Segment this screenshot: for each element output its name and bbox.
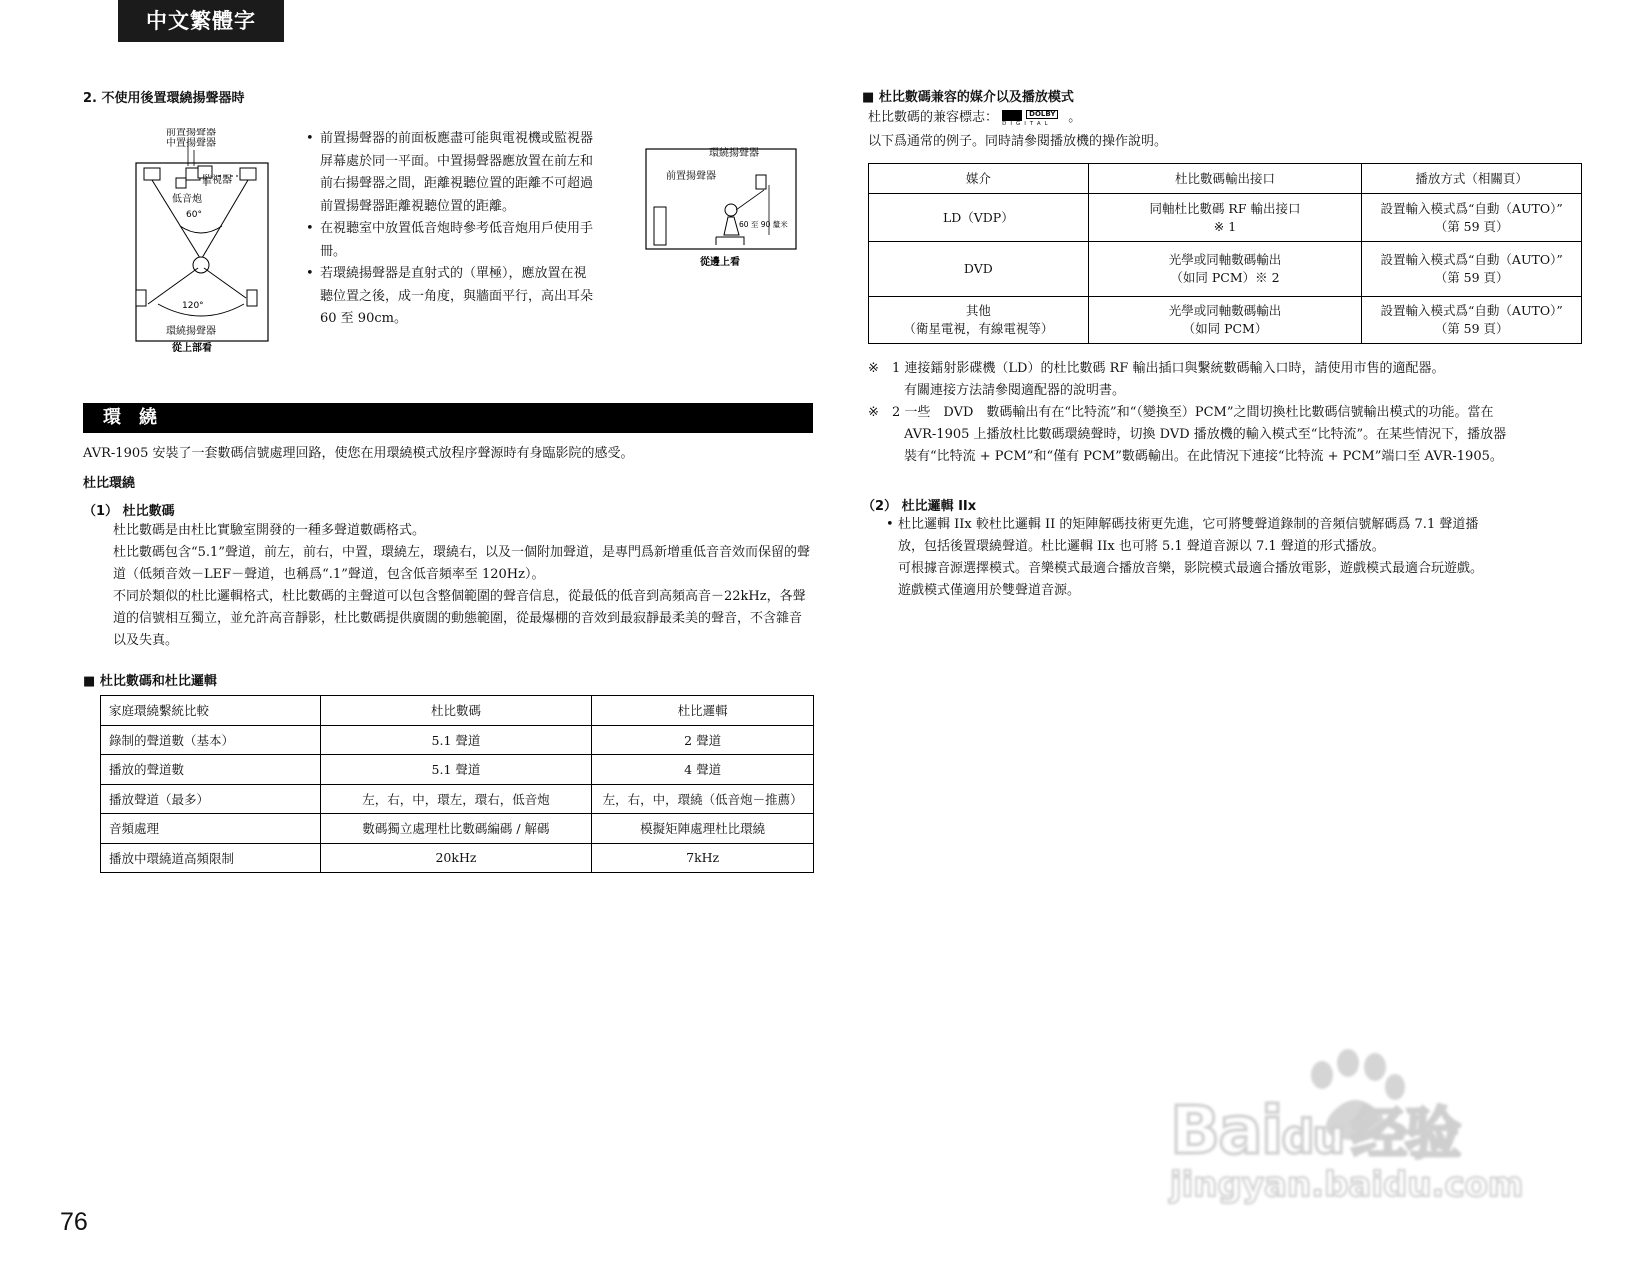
cell-line: DVD — [963, 261, 993, 276]
watermark-brand2: du — [1281, 1110, 1344, 1164]
bullet-item: • 前置揚聲器的前面板應盡可能與電視機或監視器屏幕處於同一平面。中置揚聲器應放置在前左和前右揚聲器之間，距離視聽位置的距離不可超過前置揚聲器距離視聽位置的距離。 — [306, 131, 594, 214]
dolby-surround-heading: 杜比環繞 — [83, 476, 136, 491]
table-cell: 杜比數碼 — [320, 696, 592, 726]
bullet-item: • 在視聽室中放置低音炮時參考低音炮用戶使用手冊。 — [306, 221, 594, 259]
bullet-item: • 若環繞揚聲器是直射式的（單極），應放置在視聽位置之後，成一角度，與牆面平行，高出耳朵 60 至 90cm。 — [306, 266, 594, 326]
speaker-side-view-diagram — [644, 145, 804, 285]
cell-line: 設置輸入模式爲“自動（AUTO）” — [1380, 303, 1563, 318]
note-mark: ※ — [868, 405, 879, 420]
table-cell: 4 聲道 — [592, 755, 814, 785]
section-title-bar — [83, 403, 813, 433]
bullet-text: 在視聽室中放置低音炮時參考低音炮用戶使用手冊。 — [320, 221, 594, 259]
cell-line: 其他 — [965, 303, 991, 318]
language-tab: 中文繁體字 — [118, 0, 284, 42]
table-cell — [1088, 242, 1362, 297]
paragraph: 杜比數碼是由杜比實驗室開發的一種多聲道數碼格式。 — [113, 523, 426, 538]
label-surround-speaker: 環繞揚聲器 — [709, 148, 759, 159]
cell-line: 光學或同軸數碼輸出 — [1168, 303, 1282, 318]
cell-line: （第 59 頁） — [1434, 270, 1509, 285]
label-60-degrees: 60° — [186, 210, 202, 220]
label-front-speaker: 前置揚聲器 — [666, 171, 716, 182]
pl2x-line: • 杜比邏輯 IIx 較杜比邏輯 II 的矩陣解碼技術更先進，它可將雙聲道錄制的音頻信號解碼爲 7.1 聲道播 — [886, 517, 1479, 532]
table-cell: 播放中環繞道高頻限制 — [101, 843, 321, 873]
label-120-degrees: 120° — [182, 301, 204, 311]
table-row — [101, 725, 814, 755]
label-surround-speaker: 環繞揚聲器 — [166, 326, 216, 337]
cell-line: 設置輸入模式爲“自動（AUTO）” — [1380, 200, 1563, 216]
comparison-table — [100, 695, 814, 873]
label-front-speaker: 前置揚聲器 — [166, 128, 216, 138]
table-cell: 5.1 聲道 — [320, 755, 592, 785]
label-height-range: 60 至 90 釐米 — [739, 220, 788, 229]
placement-bullets — [306, 128, 598, 331]
table-cell — [869, 297, 1089, 344]
baidu-watermark — [1170, 1035, 1570, 1210]
label-monitor: 監視器 — [202, 175, 232, 186]
compat-line — [868, 107, 1081, 129]
table-cell: 左，右，中，環左，環右，低音炮 — [320, 784, 592, 814]
dolby-digital-heading: （1） 杜比數碼 — [83, 504, 175, 519]
no-rear-speaker-heading: 2. 不使用後置環繞揚聲器時 — [83, 91, 245, 106]
note-line: AVR-1905 上播放杜比數碼環繞聲時，切換 DVD 播放機的輸入模式至“比特流”。在某些情況下，播放器 — [904, 427, 1507, 442]
compat-text: 杜比數碼的兼容標志： — [868, 110, 999, 125]
dolby-digital-description — [113, 520, 813, 652]
pl2x-line: 放，包括後置環繞聲道。杜比邏輯 IIx 也可將 5.1 聲道音源以 7.1 聲道的形式播放。 — [898, 539, 1385, 554]
cell-line: （如同 PCM） — [1182, 321, 1268, 336]
table-row — [101, 784, 814, 814]
table-row — [869, 194, 1582, 242]
table-cell: 2 聲道 — [592, 725, 814, 755]
table-cell — [1088, 297, 1362, 344]
table-cell: 錄制的聲道數（基本） — [101, 725, 321, 755]
paragraph: 杜比數碼包含“5.1”聲道，前左，前右，中置，環繞左，環繞右，以及一個附加聲道，是專門爲新增重低音音效而保留的聲道（低頻音效－LEF－聲道，也稱爲“.1”聲道，包含低音頻率至 120Hz）。 — [113, 545, 810, 582]
table-cell: 左，右，中，環繞（低音炮－推薦） — [592, 784, 814, 814]
note-item — [868, 358, 1584, 402]
dolby-double-d-icon — [1002, 110, 1022, 121]
table-cell — [869, 194, 1089, 242]
table-cell: 模擬矩陣處理杜比環繞 — [592, 814, 814, 844]
table-cell: 媒介 — [869, 164, 1089, 194]
table-row — [869, 297, 1582, 344]
line-text: 杜比邏輯 IIx 較杜比邏輯 II 的矩陣解碼技術更先進，它可將雙聲道錄制的音頻信號解碼爲 7.1 聲道播 — [898, 517, 1479, 532]
label-center-speaker: 中置揚聲器 — [166, 138, 216, 149]
note-line: 1 連接鐳射影碟機（LD）的杜比數碼 RF 輸出插口與繫統數碼輸入口時，請使用市售的適配器。 — [892, 361, 1445, 376]
table-cell — [869, 242, 1089, 297]
pl2x-description — [886, 514, 1588, 602]
watermark-url: jingyan.baidu.com — [1170, 1165, 1524, 1205]
table-cell: 數碼獨立處理杜比數碼編碼 / 解碼 — [320, 814, 592, 844]
figure-top-caption: 從上部看 — [172, 343, 212, 354]
media-heading: ■ 杜比數碼兼容的媒介以及播放模式 — [862, 90, 1074, 105]
pl2x-line: 可根據音源選擇模式。音樂模式最適合播放音樂，影院模式最適合播放電影，遊戲模式最適合玩遊戲。 — [898, 561, 1484, 576]
paragraph: 不同於類似的杜比邏輯格式，杜比數碼的主聲道可以包含整個範圍的聲音信息，從最低的低音到高頻高音－22kHz，各聲道的信號相互獨立，並允許高音靜影，杜比數碼提供廣闊的動態範圍，從最爆棚的音效到最寂靜最柔美的聲音，不含雜音以及失真。 — [113, 589, 806, 648]
heading-text: 杜比數碼兼容的媒介以及播放模式 — [878, 90, 1074, 105]
dolby-digital-logo — [1002, 109, 1064, 127]
table-cell: 音頻處理 — [101, 814, 321, 844]
table-cell: 杜比邏輯 — [592, 696, 814, 726]
watermark-brand: Bai — [1170, 1092, 1282, 1169]
logo-dolby: DOLBY — [1026, 110, 1058, 119]
table-cell — [1362, 297, 1582, 344]
cell-line: LD（VDP） — [942, 209, 1014, 225]
section-title: 環 繞 — [103, 407, 157, 428]
media-table — [868, 163, 1582, 344]
intro-text: AVR-1905 安裝了一套數碼信號處理回路，使您在用環繞模式放程序聲源時有身臨影院的感受。 — [83, 446, 634, 461]
speaker-top-view-diagram — [128, 128, 278, 378]
cell-line: （衛星電視，有線電視等） — [903, 321, 1054, 336]
cell-line: 同軸杜比數碼 RF 輸出接口 — [1149, 200, 1301, 216]
table-cell: 7kHz — [592, 843, 814, 873]
bullet-text: 前置揚聲器的前面板應盡可能與電視機或監視器屏幕處於同一平面。中置揚聲器應放置在前左和前右揚聲器之間，距離視聽位置的距離不可超過前置揚聲器距離視聽位置的距離。 — [320, 131, 594, 214]
table-cell: 5.1 聲道 — [320, 725, 592, 755]
cell-line: （如同 PCM）※ 2 — [1170, 270, 1280, 285]
cell-line: （第 59 頁） — [1434, 218, 1509, 234]
watermark-cn: 经验 — [1351, 1102, 1460, 1167]
note-line: 2 一些 DVD 數碼輸出有在“比特流”和“（變換至）PCM”之間切換杜比數碼信號輸出模式的功能。當在 — [892, 405, 1494, 420]
table-row — [101, 843, 814, 873]
table-row — [869, 242, 1582, 297]
note-line: 裝有“比特流 + PCM”和“僅有 PCM”數碼輸出。在此情況下連接“比特流 + PCM”端口至 AVR-1905。 — [904, 449, 1503, 464]
table-cell: 播放聲道（最多） — [101, 784, 321, 814]
table-cell: 家庭環繞繫統比較 — [101, 696, 321, 726]
pl2x-line: 遊戲模式僅適用於雙聲道音源。 — [898, 583, 1081, 598]
heading-text: 杜比數碼和杜比邏輯 — [99, 674, 217, 689]
cell-line: ※ 1 — [1213, 218, 1237, 234]
table-cell: 播放的聲道數 — [101, 755, 321, 785]
notes — [868, 358, 1584, 468]
table-cell: 杜比數碼輸出接口 — [1088, 164, 1362, 194]
table-header-row — [101, 696, 814, 726]
cell-line: 光學或同軸數碼輸出 — [1168, 252, 1282, 267]
pl2x-heading: （2） 杜比邏輯 IIx — [862, 499, 977, 514]
note-item — [868, 402, 1584, 468]
table-cell — [1362, 242, 1582, 297]
table-row — [101, 755, 814, 785]
table-row — [101, 814, 814, 844]
cell-line: （第 59 頁） — [1434, 321, 1509, 336]
compat-end: 。 — [1068, 110, 1082, 125]
label-subwoofer: 低音炮 — [172, 194, 202, 205]
cell-line: 設置輸入模式爲“自動（AUTO）” — [1380, 252, 1563, 267]
table-header-row — [869, 164, 1582, 194]
table-cell — [1088, 194, 1362, 242]
comparison-table-heading: ■ 杜比數碼和杜比邏輯 — [83, 674, 217, 689]
table-cell: 播放方式（相關頁） — [1362, 164, 1582, 194]
note-line: 有關連接方法請參閱適配器的說明書。 — [904, 383, 1126, 398]
bullet-text: 若環繞揚聲器是直射式的（單極），應放置在視聽位置之後，成一角度，與牆面平行，高出耳朵 60 至 90cm。 — [320, 266, 594, 326]
page-number: 76 — [60, 1208, 88, 1236]
table-cell — [1362, 194, 1582, 242]
note-mark: ※ — [868, 361, 879, 376]
table-cell: 20kHz — [320, 843, 592, 873]
example-text: 以下爲通常的例子。同時請參閱播放機的操作說明。 — [868, 134, 1168, 149]
logo-digital: DIGITAL — [1002, 120, 1052, 127]
figure-side-caption: 從邊上看 — [700, 257, 740, 268]
